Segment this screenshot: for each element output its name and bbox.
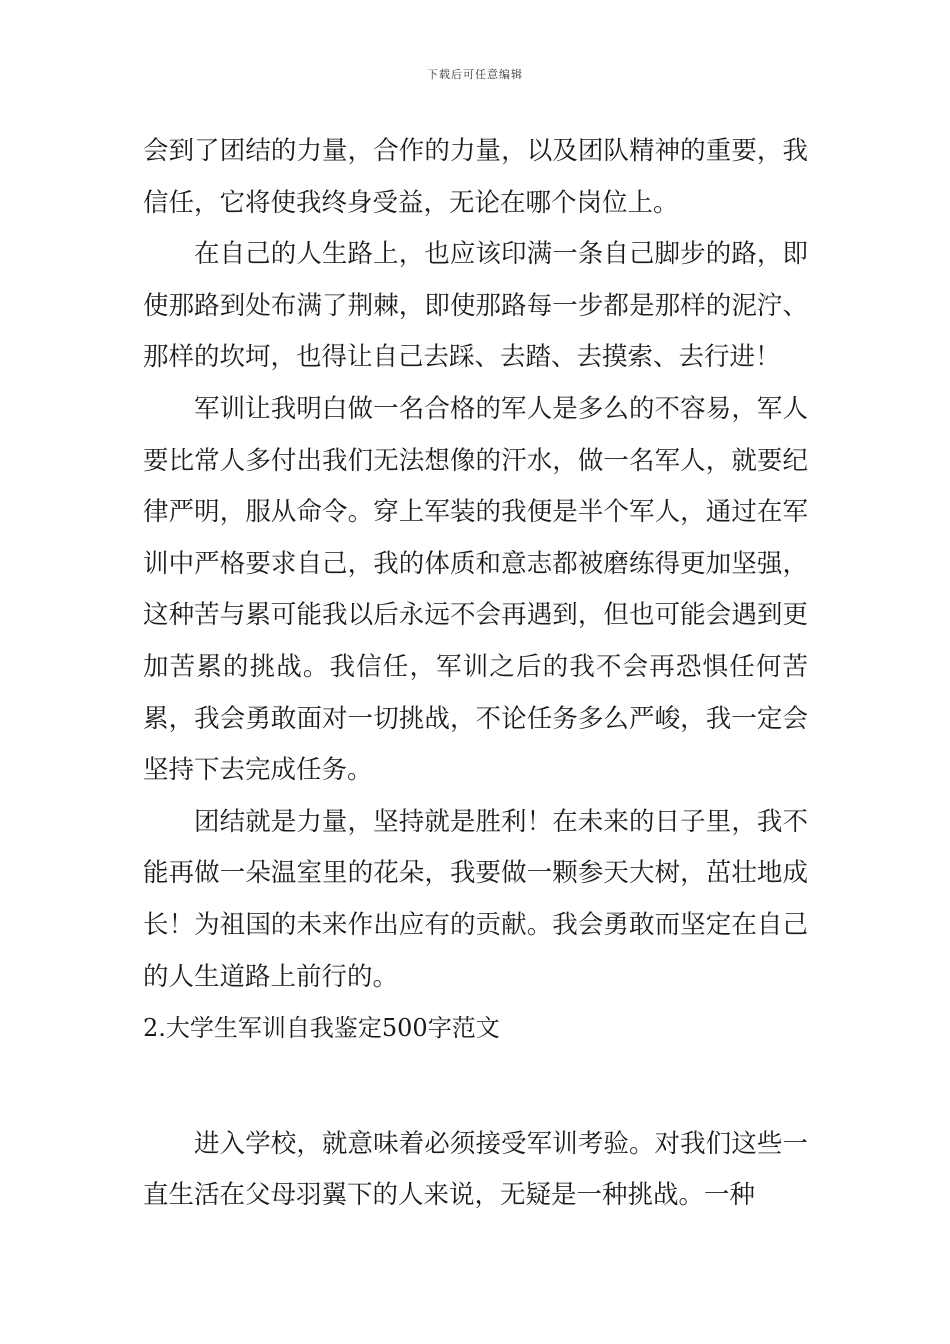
section-paragraph: 进入学校，就意味着必须接受军训考验。对我们这些一直生活在父母羽翼下的人来说，无疑是一种挑战。一种 (143, 1128, 808, 1211)
section-heading: 2.大学生军训自我鉴定500字范文 (143, 1014, 500, 1043)
header-note: 下载后可任意编辑 (427, 68, 523, 81)
continuation-paragraph: 会到了团结的力量，合作的力量，以及团队精神的重要，我信任，它将使我终身受益，无论在哪个岗位上。 (143, 136, 808, 218)
paragraph-3: 团结就是力量，坚持就是胜利！在未来的日子里，我不能再做一朵温室里的花朵，我要做一颗参天大树，茁壮地成长！为祖国的未来作出应有的贡献。我会勇敢而坚定在自己的人生道路上前行的。 (143, 806, 808, 992)
document-body (143, 126, 808, 1222)
section-gap (143, 1055, 808, 1119)
paragraph-2: 军训让我明白做一名合格的军人是多么的不容易，军人要比常人多付出我们无法想像的汗水，做一名军人，就要纪律严明，服从命令。穿上军装的我便是半个军人，通过在军训中严格要求自己，我的体质和意志都被磨练得更加坚强，这种苦与累可能我以后永远不会再遇到，但也可能会遇到更加苦累的挑战。我信任，军训之后的我不会再恐惧任何苦累，我会勇敢面对一切挑战，不论任务多么严峻，我一定会坚持下去完成任务。 (143, 393, 808, 786)
paragraph-1: 在自己的人生路上，也应该印满一条自己脚步的路，即使那路到处布满了荆棘，即使那路每一步都是那样的泥泞、那样的坎坷，也得让自己去踩、去踏、去摸索、去行进！ (143, 239, 808, 373)
